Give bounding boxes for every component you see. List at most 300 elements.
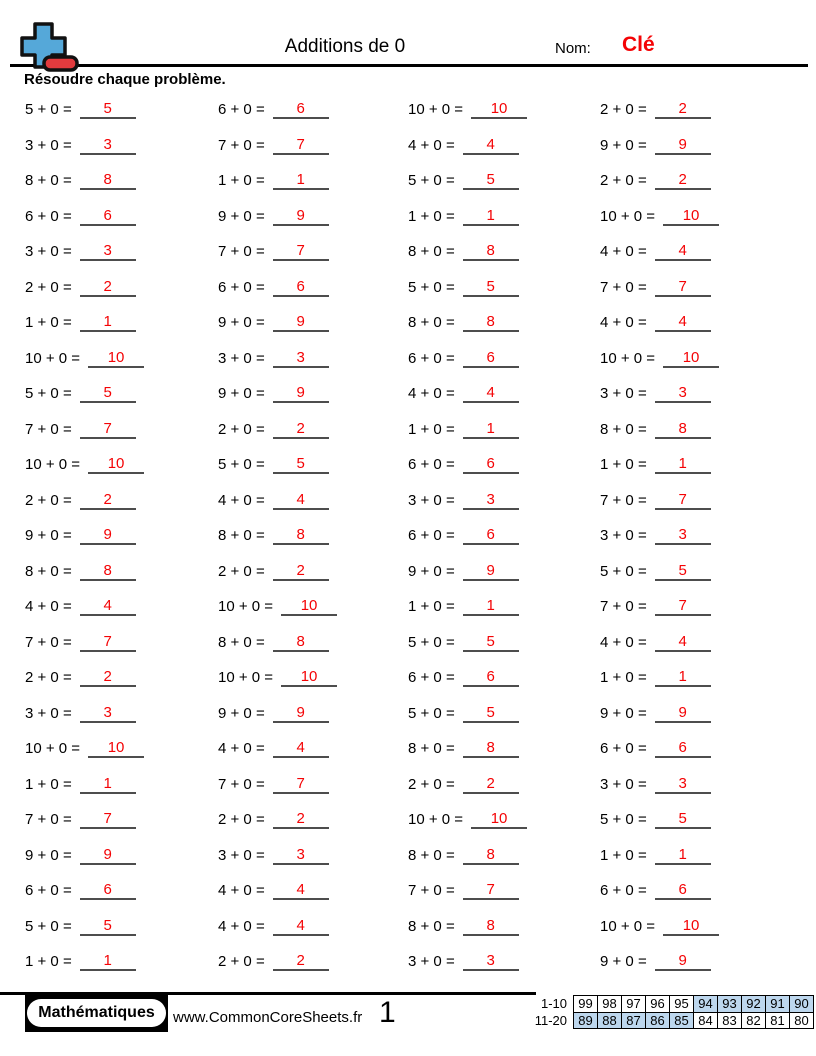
- answer-blank: 8: [463, 313, 519, 332]
- answer-blank: 4: [463, 384, 519, 403]
- problem-item: [600, 483, 803, 519]
- problem-column: [600, 92, 803, 980]
- problem-expression: 5 + 0 =: [408, 633, 455, 651]
- problem-expression: 3 + 0 =: [218, 846, 265, 864]
- problem-expression: 10 + 0 =: [25, 740, 81, 758]
- problem-item: [25, 518, 218, 554]
- problem-expression: 2 + 0 =: [408, 775, 455, 793]
- problem-item: [25, 696, 218, 732]
- problem-item: [408, 802, 600, 838]
- answer-blank: 5: [273, 455, 329, 474]
- answer-blank: 2: [655, 100, 711, 119]
- answer-blank: 3: [273, 846, 329, 865]
- answer-blank: 3: [463, 952, 519, 971]
- problem-expression: 3 + 0 =: [25, 136, 72, 154]
- answer-blank: 1: [273, 171, 329, 190]
- plus-minus-logo: [20, 22, 80, 74]
- problem-column: [408, 92, 600, 980]
- problem-item: [408, 944, 600, 980]
- header-divider: [10, 64, 808, 67]
- answer-blank: 10: [281, 597, 337, 616]
- problem-expression: 2 + 0 =: [600, 172, 647, 190]
- problem-expression: 7 + 0 =: [218, 243, 265, 261]
- problem-item: [408, 305, 600, 341]
- problem-item: [25, 92, 218, 128]
- problem-item: [600, 767, 803, 803]
- answer-blank: 10: [471, 810, 527, 829]
- problem-item: [218, 305, 408, 341]
- score-cell: 83: [718, 1012, 742, 1029]
- answer-blank: 10: [663, 207, 719, 226]
- problem-expression: 10 + 0 =: [218, 669, 274, 687]
- problem-item: [408, 625, 600, 661]
- answer-blank: 9: [80, 846, 136, 865]
- score-row: [535, 1012, 814, 1029]
- score-cell: 91: [766, 996, 790, 1013]
- brand-badge: [25, 994, 168, 1032]
- score-cell: 82: [742, 1012, 766, 1029]
- problem-expression: 9 + 0 =: [600, 953, 647, 971]
- problem-expression: 8 + 0 =: [408, 314, 455, 332]
- problem-expression: 3 + 0 =: [25, 704, 72, 722]
- problem-item: [25, 234, 218, 270]
- answer-blank: 4: [273, 491, 329, 510]
- score-row-label: 1-10: [540, 996, 567, 1012]
- problem-expression: 1 + 0 =: [600, 846, 647, 864]
- problem-expression: 3 + 0 =: [25, 243, 72, 261]
- answer-blank: 2: [273, 562, 329, 581]
- problem-expression: 4 + 0 =: [218, 491, 265, 509]
- problem-item: [408, 92, 600, 128]
- problem-item: [600, 234, 803, 270]
- problem-item: [218, 412, 408, 448]
- problem-expression: 7 + 0 =: [25, 633, 72, 651]
- problem-expression: 4 + 0 =: [600, 633, 647, 651]
- problem-item: [25, 199, 218, 235]
- answer-blank: 7: [80, 633, 136, 652]
- answer-blank: 4: [273, 917, 329, 936]
- problem-expression: 5 + 0 =: [408, 704, 455, 722]
- problem-expression: 8 + 0 =: [25, 172, 72, 190]
- problem-expression: 3 + 0 =: [408, 491, 455, 509]
- problem-expression: 9 + 0 =: [25, 527, 72, 545]
- problem-item: [218, 447, 408, 483]
- problem-expression: 5 + 0 =: [25, 917, 72, 935]
- problem-expression: 5 + 0 =: [408, 278, 455, 296]
- problem-item: [218, 731, 408, 767]
- problem-expression: 9 + 0 =: [218, 385, 265, 403]
- answer-blank: 1: [463, 207, 519, 226]
- answer-blank: 4: [463, 136, 519, 155]
- problem-item: [600, 341, 803, 377]
- problem-item: [408, 341, 600, 377]
- problem-item: [25, 554, 218, 590]
- problem-expression: 1 + 0 =: [408, 420, 455, 438]
- score-cell: 99: [574, 996, 598, 1013]
- answer-blank: 9: [463, 562, 519, 581]
- problem-item: [600, 909, 803, 945]
- problem-item: [218, 767, 408, 803]
- problem-item: [218, 341, 408, 377]
- problem-item: [25, 483, 218, 519]
- problem-item: [218, 696, 408, 732]
- problem-item: [600, 412, 803, 448]
- problem-item: [600, 696, 803, 732]
- score-table-body: [535, 996, 814, 1029]
- answer-blank: 4: [655, 633, 711, 652]
- problem-expression: 7 + 0 =: [600, 598, 647, 616]
- answer-blank: 7: [655, 597, 711, 616]
- answer-blank: 2: [655, 171, 711, 190]
- answer-blank: 4: [80, 597, 136, 616]
- problem-expression: 6 + 0 =: [408, 669, 455, 687]
- answer-blank: 3: [655, 775, 711, 794]
- answer-blank: 10: [281, 668, 337, 687]
- answer-blank: 5: [80, 917, 136, 936]
- score-cell: 93: [718, 996, 742, 1013]
- problem-expression: 9 + 0 =: [218, 207, 265, 225]
- answer-blank: 7: [273, 136, 329, 155]
- score-row-label: 11-20: [534, 1012, 567, 1028]
- problem-expression: 4 + 0 =: [218, 882, 265, 900]
- problem-expression: 1 + 0 =: [25, 953, 72, 971]
- answer-blank: 7: [273, 242, 329, 261]
- problem-item: [600, 128, 803, 164]
- problem-item: [408, 128, 600, 164]
- problem-expression: 5 + 0 =: [600, 811, 647, 829]
- problem-expression: 3 + 0 =: [218, 349, 265, 367]
- problem-item: [600, 838, 803, 874]
- page-number: 1: [379, 996, 396, 1029]
- answer-blank: 6: [80, 881, 136, 900]
- problem-item: [218, 660, 408, 696]
- answer-blank: 4: [655, 242, 711, 261]
- score-cell: 87: [622, 1012, 646, 1029]
- problem-expression: 1 + 0 =: [600, 669, 647, 687]
- problem-column: [218, 92, 408, 980]
- answer-blank: 3: [655, 526, 711, 545]
- problem-item: [600, 163, 803, 199]
- answer-blank: 9: [273, 384, 329, 403]
- problem-item: [25, 625, 218, 661]
- problem-expression: 2 + 0 =: [600, 101, 647, 119]
- answer-blank: 5: [655, 810, 711, 829]
- score-cell: 88: [598, 1012, 622, 1029]
- problem-item: [408, 873, 600, 909]
- answer-blank: 8: [273, 526, 329, 545]
- problem-expression: 6 + 0 =: [408, 456, 455, 474]
- answer-blank: 2: [273, 952, 329, 971]
- worksheet-title: Additions de 0: [284, 36, 406, 57]
- answer-blank: 6: [273, 100, 329, 119]
- problem-item: [25, 873, 218, 909]
- problem-expression: 8 + 0 =: [408, 846, 455, 864]
- problem-expression: 10 + 0 =: [600, 349, 656, 367]
- answer-blank: 2: [80, 278, 136, 297]
- problem-expression: 8 + 0 =: [218, 633, 265, 651]
- problem-item: [218, 554, 408, 590]
- answer-blank: 5: [80, 384, 136, 403]
- score-cell: 96: [646, 996, 670, 1013]
- answer-blank: 8: [463, 242, 519, 261]
- problem-item: [408, 767, 600, 803]
- answer-blank: 5: [463, 633, 519, 652]
- answer-blank: 10: [88, 349, 144, 368]
- problem-item: [218, 163, 408, 199]
- problem-item: [218, 589, 408, 625]
- answer-blank: 5: [463, 171, 519, 190]
- problem-item: [25, 376, 218, 412]
- answer-blank: 8: [655, 420, 711, 439]
- problem-item: [218, 376, 408, 412]
- score-row: [535, 996, 814, 1013]
- score-cell: 85: [670, 1012, 694, 1029]
- score-cell: 98: [598, 996, 622, 1013]
- problem-expression: 4 + 0 =: [408, 136, 455, 154]
- problem-item: [408, 483, 600, 519]
- problem-item: [25, 341, 218, 377]
- answer-blank: 9: [655, 136, 711, 155]
- score-cell: 90: [790, 996, 814, 1013]
- problem-item: [218, 128, 408, 164]
- problem-item: [600, 873, 803, 909]
- answer-blank: 3: [463, 491, 519, 510]
- score-cell: 97: [622, 996, 646, 1013]
- problem-item: [408, 589, 600, 625]
- score-cell: 92: [742, 996, 766, 1013]
- problem-item: [218, 483, 408, 519]
- answer-blank: 4: [273, 739, 329, 758]
- minus-icon: [44, 57, 77, 70]
- problem-expression: 1 + 0 =: [600, 456, 647, 474]
- answer-blank: 7: [655, 491, 711, 510]
- problem-item: [408, 696, 600, 732]
- problem-item: [408, 412, 600, 448]
- answer-blank: 9: [80, 526, 136, 545]
- answer-blank: 8: [463, 917, 519, 936]
- problem-expression: 1 + 0 =: [25, 314, 72, 332]
- answer-blank: 1: [655, 455, 711, 474]
- problem-expression: 8 + 0 =: [408, 740, 455, 758]
- score-cell: 89: [574, 1012, 598, 1029]
- problem-item: [600, 199, 803, 235]
- answer-blank: 6: [463, 526, 519, 545]
- answer-blank: 2: [80, 668, 136, 687]
- answer-blank: 1: [463, 597, 519, 616]
- problem-item: [600, 731, 803, 767]
- problem-item: [600, 270, 803, 306]
- answer-blank: 6: [463, 349, 519, 368]
- problem-item: [218, 802, 408, 838]
- problem-expression: 10 + 0 =: [25, 349, 81, 367]
- problem-expression: 6 + 0 =: [408, 349, 455, 367]
- answer-blank: 6: [463, 668, 519, 687]
- answer-blank: 8: [80, 562, 136, 581]
- problem-item: [600, 944, 803, 980]
- score-table: [535, 995, 814, 1029]
- answer-blank: 5: [463, 704, 519, 723]
- problem-expression: 6 + 0 =: [218, 278, 265, 296]
- problem-item: [25, 447, 218, 483]
- answer-blank: 6: [655, 739, 711, 758]
- problem-expression: 8 + 0 =: [218, 527, 265, 545]
- problem-item: [25, 660, 218, 696]
- score-cell: 94: [694, 996, 718, 1013]
- problem-item: [25, 838, 218, 874]
- problem-expression: 9 + 0 =: [218, 704, 265, 722]
- problem-item: [218, 518, 408, 554]
- answer-blank: 6: [80, 207, 136, 226]
- problem-item: [25, 767, 218, 803]
- problem-expression: 2 + 0 =: [218, 562, 265, 580]
- score-cell: 84: [694, 1012, 718, 1029]
- problem-item: [218, 199, 408, 235]
- problem-expression: 8 + 0 =: [408, 243, 455, 261]
- problem-item: [408, 518, 600, 554]
- answer-blank: 10: [88, 455, 144, 474]
- problem-expression: 7 + 0 =: [218, 775, 265, 793]
- answer-blank: 8: [80, 171, 136, 190]
- problem-item: [25, 731, 218, 767]
- problem-expression: 4 + 0 =: [600, 243, 647, 261]
- problem-expression: 2 + 0 =: [218, 811, 265, 829]
- answer-blank: 10: [88, 739, 144, 758]
- problem-expression: 6 + 0 =: [218, 101, 265, 119]
- problem-item: [408, 376, 600, 412]
- problems-grid: [25, 92, 803, 980]
- problem-expression: 3 + 0 =: [600, 775, 647, 793]
- problem-expression: 10 + 0 =: [25, 456, 81, 474]
- problem-expression: 7 + 0 =: [25, 811, 72, 829]
- problem-expression: 7 + 0 =: [218, 136, 265, 154]
- score-cell: 80: [790, 1012, 814, 1029]
- problem-item: [218, 873, 408, 909]
- problem-item: [600, 589, 803, 625]
- problem-item: [25, 802, 218, 838]
- problem-item: [25, 909, 218, 945]
- answer-blank: 5: [463, 278, 519, 297]
- problem-item: [408, 838, 600, 874]
- problem-expression: 2 + 0 =: [25, 669, 72, 687]
- problem-item: [218, 909, 408, 945]
- problem-expression: 3 + 0 =: [600, 527, 647, 545]
- problem-expression: 7 + 0 =: [600, 278, 647, 296]
- problem-expression: 10 + 0 =: [408, 101, 464, 119]
- problem-expression: 7 + 0 =: [600, 491, 647, 509]
- score-cell: 81: [766, 1012, 790, 1029]
- answer-blank: 3: [80, 136, 136, 155]
- problem-item: [408, 270, 600, 306]
- answer-blank: 1: [655, 846, 711, 865]
- answer-blank: 8: [463, 846, 519, 865]
- answer-blank: 1: [80, 775, 136, 794]
- problem-item: [408, 447, 600, 483]
- answer-blank: 7: [80, 420, 136, 439]
- answer-blank: 7: [273, 775, 329, 794]
- problem-item: [600, 376, 803, 412]
- answer-blank: 7: [80, 810, 136, 829]
- answer-blank: 1: [463, 420, 519, 439]
- problem-item: [408, 199, 600, 235]
- problem-expression: 1 + 0 =: [218, 172, 265, 190]
- problem-item: [25, 163, 218, 199]
- problem-item: [600, 802, 803, 838]
- answer-blank: 10: [471, 100, 527, 119]
- answer-blank: 4: [273, 881, 329, 900]
- problem-column: [25, 92, 218, 980]
- answer-blank: 5: [80, 100, 136, 119]
- problem-expression: 4 + 0 =: [408, 385, 455, 403]
- problem-expression: 6 + 0 =: [25, 207, 72, 225]
- answer-blank: 1: [80, 313, 136, 332]
- problem-expression: 4 + 0 =: [218, 740, 265, 758]
- problem-expression: 8 + 0 =: [600, 420, 647, 438]
- answer-blank: 2: [273, 420, 329, 439]
- instruction-text: Résoudre chaque problème.: [24, 71, 226, 88]
- problem-expression: 10 + 0 =: [408, 811, 464, 829]
- problem-expression: 2 + 0 =: [218, 420, 265, 438]
- problem-expression: 4 + 0 =: [25, 598, 72, 616]
- problem-expression: 5 + 0 =: [408, 172, 455, 190]
- answer-blank: 9: [655, 704, 711, 723]
- score-cell: 86: [646, 1012, 670, 1029]
- problem-item: [600, 447, 803, 483]
- answer-blank: 3: [655, 384, 711, 403]
- problem-expression: 2 + 0 =: [218, 953, 265, 971]
- problem-item: [218, 625, 408, 661]
- problem-item: [600, 305, 803, 341]
- answer-blank: 3: [273, 349, 329, 368]
- problem-expression: 3 + 0 =: [408, 953, 455, 971]
- answer-blank: 8: [463, 739, 519, 758]
- answer-blank: 7: [655, 278, 711, 297]
- problem-expression: 7 + 0 =: [408, 882, 455, 900]
- problem-item: [408, 660, 600, 696]
- answer-blank: 7: [463, 881, 519, 900]
- problem-expression: 6 + 0 =: [600, 740, 647, 758]
- problem-expression: 6 + 0 =: [25, 882, 72, 900]
- problem-expression: 5 + 0 =: [218, 456, 265, 474]
- problem-item: [600, 518, 803, 554]
- answer-blank: 6: [273, 278, 329, 297]
- problem-item: [25, 412, 218, 448]
- problem-item: [408, 163, 600, 199]
- problem-expression: 1 + 0 =: [25, 775, 72, 793]
- problem-expression: 9 + 0 =: [25, 846, 72, 864]
- problem-item: [25, 128, 218, 164]
- answer-blank: 3: [80, 704, 136, 723]
- problem-expression: 2 + 0 =: [25, 278, 72, 296]
- problem-item: [408, 731, 600, 767]
- problem-item: [600, 554, 803, 590]
- answer-blank: 6: [463, 455, 519, 474]
- problem-expression: 9 + 0 =: [600, 136, 647, 154]
- score-cell: 95: [670, 996, 694, 1013]
- problem-expression: 6 + 0 =: [600, 882, 647, 900]
- brand-label: Mathématiques: [27, 999, 165, 1027]
- problem-expression: 10 + 0 =: [218, 598, 274, 616]
- problem-expression: 10 + 0 =: [600, 917, 656, 935]
- student-name-value: Clé: [622, 33, 655, 56]
- problem-item: [408, 909, 600, 945]
- name-label: Nom:: [555, 40, 591, 57]
- answer-blank: 9: [273, 313, 329, 332]
- answer-blank: 1: [655, 668, 711, 687]
- answer-blank: 9: [655, 952, 711, 971]
- answer-blank: 1: [80, 952, 136, 971]
- problem-expression: 9 + 0 =: [600, 704, 647, 722]
- problem-item: [25, 944, 218, 980]
